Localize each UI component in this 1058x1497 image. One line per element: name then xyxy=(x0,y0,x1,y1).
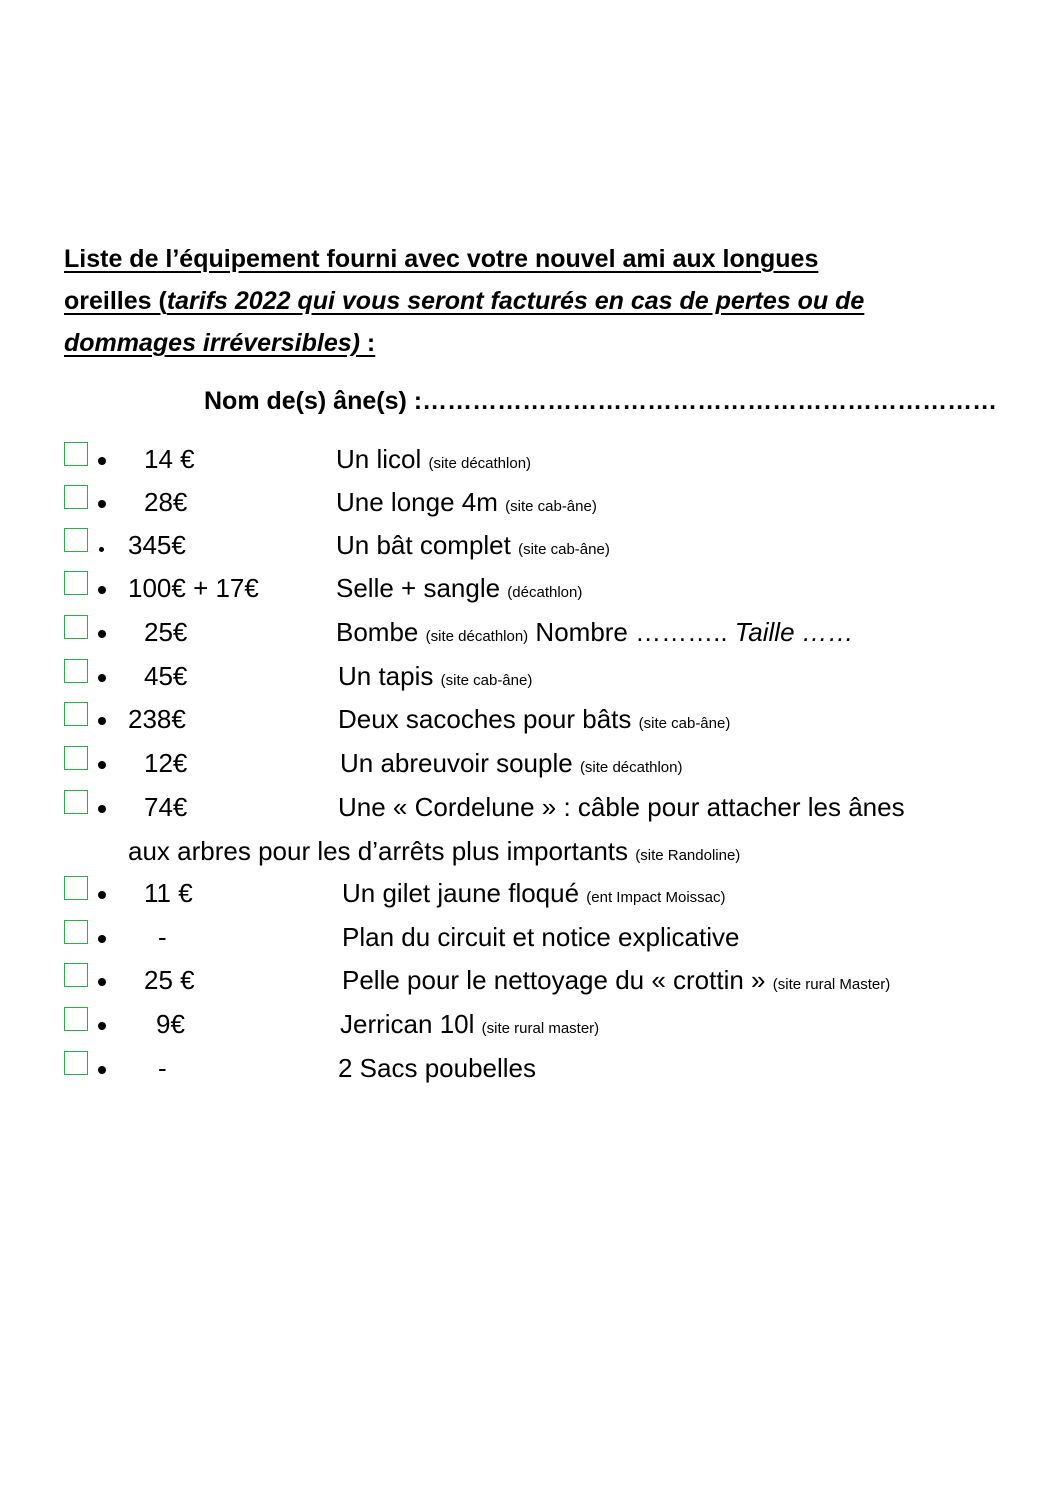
bullet-icon xyxy=(98,717,106,725)
item-extra-size: Taille …… xyxy=(734,617,854,647)
checkbox[interactable] xyxy=(64,442,88,466)
item-label-text: Une « Cordelune » : câble pour attacher les ânes xyxy=(338,792,905,822)
item-label-text: Une longe 4m xyxy=(336,487,498,517)
item-source: (site rural master) xyxy=(481,1020,600,1037)
item-label xyxy=(340,1002,599,1051)
item-label-text: Un licol xyxy=(336,444,422,474)
item-label-text: Plan du circuit et notice explicative xyxy=(342,922,740,952)
bullet-icon xyxy=(98,674,106,682)
checkbox[interactable] xyxy=(64,963,88,987)
checkbox[interactable] xyxy=(64,790,88,814)
title-line-2-italic: tarifs 2022 qui vous seront facturés en cas de pertes ou de xyxy=(166,287,865,315)
item-row-bat xyxy=(0,523,1058,567)
item-source: (site décathlon) xyxy=(428,455,532,472)
item-source: (site cab-âne) xyxy=(638,715,731,732)
item-label-text: Jerrican 10l xyxy=(340,1009,475,1039)
item-row-bombe xyxy=(0,610,1058,654)
animal-name-line: Nom de(s) âne(s) :…………………………………………………………… xyxy=(204,387,998,415)
checkbox[interactable] xyxy=(64,702,88,726)
bullet-icon xyxy=(98,630,106,638)
title-line-2-start: oreilles ( xyxy=(64,287,167,315)
item-label-text: Un gilet jaune floqué xyxy=(342,878,580,908)
item-label xyxy=(342,958,890,1007)
checkbox[interactable] xyxy=(64,1007,88,1031)
item-source: (site décathlon) xyxy=(579,759,683,776)
item-price: 28€ xyxy=(144,487,188,517)
bullet-icon xyxy=(98,1066,106,1074)
bullet-icon xyxy=(98,891,106,899)
item-label-text: Pelle pour le nettoyage du « crottin » xyxy=(342,965,766,995)
item-price: 74€ xyxy=(144,792,188,822)
bullet-icon xyxy=(98,457,106,465)
item-row-jerrican xyxy=(0,1002,1058,1046)
checkbox[interactable] xyxy=(64,920,88,944)
item-label-text: Deux sacoches pour bâts xyxy=(338,704,632,734)
item-label xyxy=(336,566,582,615)
item-label xyxy=(336,610,854,659)
item-source: (ent Impact Moissac) xyxy=(586,889,726,906)
item-label-text: Un bât complet xyxy=(336,530,511,560)
item-row-licol xyxy=(0,437,1058,481)
item-label-text: Un abreuvoir souple xyxy=(340,748,573,778)
checkbox[interactable] xyxy=(64,485,88,509)
bullet-icon xyxy=(98,500,106,508)
checkbox[interactable] xyxy=(64,746,88,770)
item-row-selle xyxy=(0,566,1058,610)
item-source: (site cab-âne) xyxy=(440,672,533,689)
item-label-text: Un tapis xyxy=(338,661,434,691)
bullet-icon xyxy=(98,978,106,986)
bullet-icon xyxy=(98,761,106,769)
item-source: (site Randoline) xyxy=(635,847,741,864)
item-price: 11 € xyxy=(144,878,193,908)
item-label xyxy=(338,697,730,746)
item-price: 12€ xyxy=(144,748,188,778)
item-price: 238€ xyxy=(128,704,186,734)
item-label xyxy=(340,741,683,790)
bullet-icon xyxy=(98,586,106,594)
item-label xyxy=(336,523,610,572)
item-price: 14 € xyxy=(144,444,195,474)
item-row-cordelune xyxy=(0,785,1058,873)
bullet-icon xyxy=(98,935,106,943)
item-price: 100€ + 17€ xyxy=(128,573,259,603)
item-price: - xyxy=(158,922,167,952)
item-row-longe xyxy=(0,480,1058,524)
checkbox[interactable] xyxy=(64,571,88,595)
item-label-text: Bombe xyxy=(336,617,419,647)
checkbox[interactable] xyxy=(64,876,88,900)
item-price: 25€ xyxy=(144,617,188,647)
title-line-3-end: : xyxy=(359,329,376,357)
checkbox[interactable] xyxy=(64,1051,88,1075)
title-line-3-italic: dommages irréversibles) xyxy=(64,329,360,357)
item-price: 25 € xyxy=(144,965,195,995)
item-row-plan xyxy=(0,915,1058,959)
item-source: (décathlon) xyxy=(507,584,583,601)
item-row-sacoches xyxy=(0,697,1058,741)
item-row-abreuvoir xyxy=(0,741,1058,785)
item-label-text: 2 Sacs poubelles xyxy=(338,1053,537,1083)
bullet-icon xyxy=(98,805,106,813)
checkbox[interactable] xyxy=(64,659,88,683)
item-source: (site décathlon) xyxy=(425,628,529,645)
item-label-text: Selle + sangle xyxy=(336,573,501,603)
checkbox[interactable] xyxy=(64,615,88,639)
item-extra-count: Nombre ……….. xyxy=(535,617,735,647)
item-label xyxy=(342,871,726,920)
item-row-sacs xyxy=(0,1046,1058,1090)
bullet-icon xyxy=(99,547,104,552)
bullet-icon xyxy=(98,1022,106,1030)
item-price: 345€ xyxy=(128,530,186,560)
item-row-gilet xyxy=(0,871,1058,915)
item-row-pelle xyxy=(0,958,1058,1002)
title-line-1: Liste de l’équipement fourni avec votre nouvel ami aux longues xyxy=(64,245,819,273)
item-price: 9€ xyxy=(156,1009,185,1039)
item-source: (site rural Master) xyxy=(772,976,891,993)
item-label xyxy=(338,654,532,703)
item-row-tapis xyxy=(0,654,1058,698)
item-price: - xyxy=(158,1053,167,1083)
item-source: (site cab-âne) xyxy=(505,498,597,515)
item-price: 45€ xyxy=(144,661,188,691)
checkbox[interactable] xyxy=(64,528,88,552)
item-label xyxy=(336,480,597,529)
page-title xyxy=(64,238,964,364)
item-continuation-text: aux arbres pour les d’arrêts plus importants xyxy=(128,836,629,866)
item-source: (site cab-âne) xyxy=(518,541,610,558)
item-label xyxy=(336,437,531,486)
